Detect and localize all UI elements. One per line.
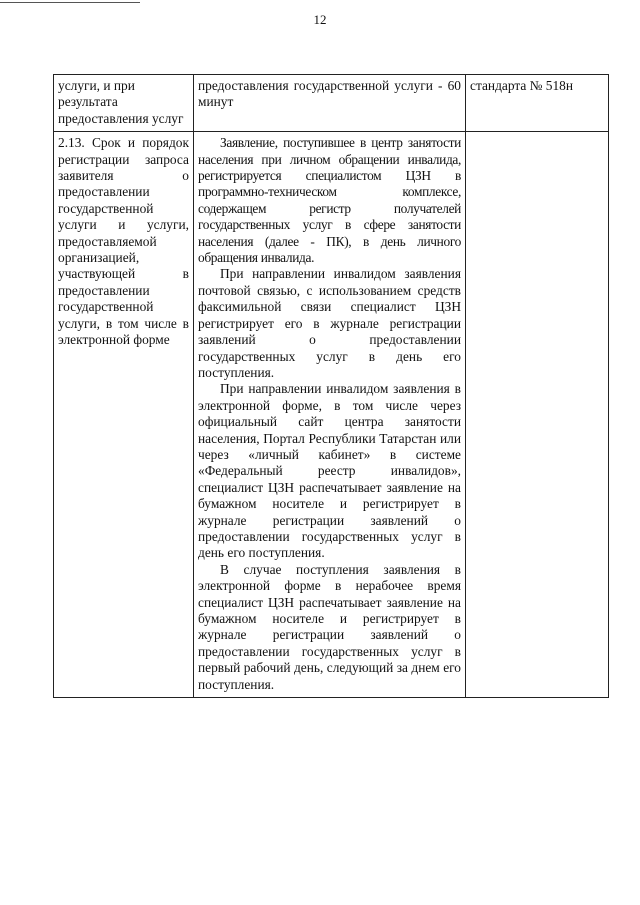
cell-content — [194, 132, 466, 698]
cell-content — [194, 75, 466, 132]
page-number: 12 — [313, 12, 327, 27]
table-row — [54, 75, 609, 132]
cell-text: предоставления государственной услуги - 60 минут — [198, 78, 461, 110]
paragraph: Заявление, поступившее в центр занятости населения при личном обращении инвалида, регистрируется специалистом ЦЗН в программно-техническом комплексе, содержащем регистр получателей государственных услуг в сфере занятости населения (далее - ПК), в день личного обращения инвалида. — [198, 135, 461, 266]
cell-parameter — [54, 132, 194, 698]
cell-reference — [466, 75, 609, 132]
cell-parameter — [54, 75, 194, 132]
paragraph: При направлении инвалидом заявления в электронной форме, в том числе через официальный сайт центра занятости населения, Портал Республики Татарстан или через «личный кабинет» в системе «Федеральный реестр инвалидов», специалист ЦЗН распечатывает заявление на бумажном носителе и регистрирует в журнале регистрации заявлений о предоставлении государственных услуг в день его поступления. — [198, 381, 461, 561]
regulation-table — [53, 74, 609, 698]
cell-reference — [466, 132, 609, 698]
cell-text: стандарта № 518н — [470, 78, 574, 93]
paragraph: При направлении инвалидом заявления почтовой связью, с использованием средств факсимильной связи специалист ЦЗН регистрирует его в журнале регистрации заявлений о предоставлении государственных услуг в день его поступления. — [198, 266, 461, 380]
table-row — [54, 132, 609, 698]
cell-text: услуги, и при результата предоставления услуг — [58, 78, 184, 126]
cell-text: 2.13. Срок и порядок регистрации запроса заявителя о предоставлении государственной услуги и услуги, предоставляемой организацией, участвующей в предоставлении государственной услуги, в том числе в электронной форме — [58, 135, 189, 348]
paragraph: В случае поступления заявления в электронной форме в нерабочее время специалист ЦЗН распечатывает заявление на бумажном носителе и регистрирует в журнале регистрации заявлений о предоставлении государственных услуг в первый рабочий день, следующий за днем его поступления. — [198, 561, 461, 692]
header-rule — [0, 2, 140, 3]
